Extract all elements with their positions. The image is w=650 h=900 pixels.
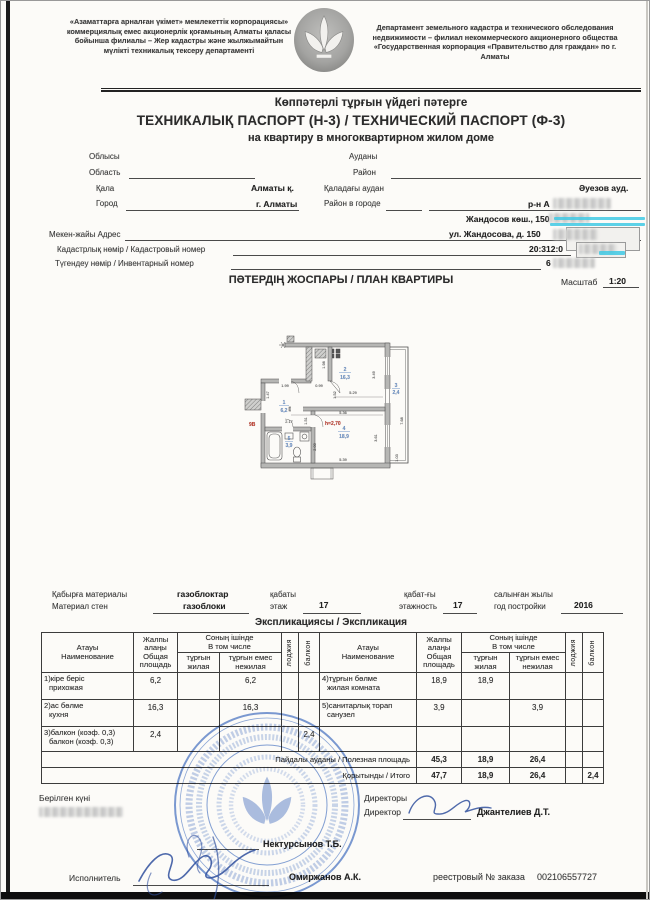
room-4-area: 18,9: [339, 434, 349, 440]
plan-room-labels: [249, 361, 404, 462]
floor-value: 17: [319, 600, 329, 610]
registry-order-number: 002106557727: [537, 872, 598, 882]
entry-door-label: 9В: [249, 422, 256, 428]
explication-title: Экспликациясы / Экспликация: [254, 617, 407, 628]
registry-order-label: реестровый № заказа: [433, 872, 525, 882]
room-2-num: 2: [343, 367, 347, 373]
city-district-line-b: [429, 210, 641, 211]
col-loggia-right: лоджия: [566, 633, 583, 673]
floors-label-kk: қабат-ғы: [404, 590, 436, 599]
scan-right-edge: [646, 1, 648, 900]
field-inventory-label: Түгендеу нөмір / Инвентарный номер: [55, 259, 194, 268]
explication-table: [41, 632, 604, 784]
room-3-area: 2,4: [392, 390, 400, 396]
table-row: 3)балкон (коэф. 0,3) балкон (коэф. 0,3) 2,4 2,4: [42, 727, 604, 752]
wall-material-value-kk: газоблоктар: [177, 589, 229, 599]
year-value: 2016: [574, 600, 593, 610]
field-region-kk: Облысы: [89, 152, 120, 161]
highlight-cyan-bottom: [550, 223, 645, 226]
dim: 3.61: [374, 434, 378, 442]
redaction-address-ru: [553, 229, 598, 240]
address-value-ru: ул. Жандосова, д. 150: [449, 229, 541, 239]
dim: 1.03: [395, 454, 399, 462]
address-value-kk: Жандосов көш., 150: [466, 214, 550, 224]
cadastral-line: [233, 255, 571, 256]
col-name-right: Атауы Наименование: [320, 633, 417, 673]
inventory-value: 6: [546, 258, 551, 268]
scan-bottom-bar: [1, 892, 650, 900]
director-sign-line: [403, 819, 471, 820]
floor-line: [303, 613, 361, 614]
floor-plan: [227, 335, 455, 487]
dim: 1.98: [322, 361, 326, 369]
redaction-inventory: [553, 258, 595, 268]
region-line: [129, 178, 255, 179]
controller-sign-line: [197, 849, 259, 850]
explication-table-wrap: [41, 632, 604, 784]
dim: 3.49: [372, 371, 376, 379]
total-row: Қорытынды / Итого 47,7 18,9 26,4 2,4: [42, 768, 604, 784]
dim: 2.00: [313, 443, 317, 451]
address-line: [125, 240, 641, 241]
room-1-area: 6,2: [280, 408, 288, 414]
dim: 0.99: [315, 384, 323, 388]
floors-line: [443, 613, 477, 614]
year-label-ru: год постройки: [494, 602, 546, 611]
col-total-right: Жалпы алаңы Общая площадь: [417, 633, 462, 673]
field-district-ru: Район: [353, 168, 376, 177]
header-org-russian: Департамент земельного кадастра и технического обследования недвижимости – филиал некоммерческого акционерного общества «Государственная корпорация «Правительство для граждан» по г. Алматы: [372, 23, 618, 61]
table-row: 2)ас бөлме кухня 16,3 16,3 5)санитарлық торап санузел 3,9 3,9: [42, 700, 604, 727]
director-label-ru: Директор: [364, 807, 402, 817]
director-name: Джантелиев Д.Т.: [477, 807, 550, 817]
field-district-kk: Ауданы: [349, 152, 378, 161]
plan-scale-value: 1:20: [609, 276, 627, 286]
dim: 1.52: [333, 391, 337, 399]
city-district-value-kk: Әуезов ауд.: [579, 183, 629, 193]
floor-label-ru: этаж: [270, 602, 288, 611]
room-2-area: 16,3: [340, 375, 350, 381]
floors-label-ru: этажность: [399, 602, 437, 611]
doc-subtitle-ru: на квартиру в многоквартирном жилом доме: [247, 132, 495, 144]
header-divider: [101, 88, 641, 92]
doc-title: ТЕХНИКАЛЫҚ ПАСПОРТ (Н-3) / ТЕХНИЧЕСКИЙ ПАСПОРТ (Ф-3): [136, 113, 566, 128]
field-city-district-kk: Қаладағы аудан: [324, 184, 384, 193]
city-district-value-ru: р-н А: [528, 199, 550, 209]
redaction-city-district: [553, 198, 611, 209]
col-total-left: Жалпы алаңы Общая площадь: [134, 633, 178, 673]
plan-scale-line: [603, 287, 639, 288]
table-row: 1)кіре беріс прихожая 6,2 6,2 4)тұрғын бөлме жилая комната 18,9 18,9: [42, 673, 604, 700]
field-city-kk: Қала: [96, 184, 115, 193]
field-city-ru: Город: [96, 199, 118, 208]
city-value-kk: Алматы қ.: [251, 183, 294, 193]
city-value-ru: г. Алматы: [256, 199, 298, 209]
tulip-emblem-icon: [291, 7, 357, 75]
floor-label-kk: қабаты: [270, 590, 297, 599]
wall-material-label-ru: Материал стен: [52, 602, 108, 611]
room-5-num: 5: [287, 436, 291, 442]
director-label-kk: Директоры: [364, 793, 408, 803]
col-balcony-left: балкон: [299, 633, 320, 673]
col-loggia-left: лоджия: [282, 633, 299, 673]
dim: 2.17: [285, 420, 293, 424]
executor-name: Омиржанов А.К.: [289, 872, 362, 882]
plan-walls: [245, 336, 408, 479]
year-line: [561, 613, 623, 614]
room-4-num: 4: [342, 426, 346, 432]
col-nonliving-right: тұрғын емес нежилая: [510, 653, 566, 673]
dim: 5.39: [339, 458, 347, 462]
dim: 1.99: [281, 384, 289, 388]
room-1-num: 1: [282, 400, 286, 406]
useful-area-row: Пайдалы ауданы / Полезная площадь 45,3 18,9 26,4: [42, 752, 604, 768]
city-line: [126, 210, 299, 211]
header-row-1: [42, 633, 604, 653]
dim: 5.29: [349, 391, 357, 395]
highlight-cyan-cadastral: [599, 251, 625, 255]
plan-title: ПӘТЕРДІҢ ЖОСПАРЫ / ПЛАН КВАРТИРЫ: [228, 274, 454, 286]
scan-spine-bar: [6, 1, 10, 894]
controller-name: Нектурсынов Т.Б.: [263, 839, 342, 849]
dim: 1.51: [304, 417, 308, 425]
wall-material-label-kk: Қабырға материалы: [52, 590, 128, 599]
highlight-cyan-top: [554, 217, 645, 220]
floors-value: 17: [453, 600, 463, 610]
issued-date-label: Берілген күні: [39, 793, 91, 803]
col-living-right: тұрғын жилая: [462, 653, 510, 673]
ceiling-height-label: h=2,70: [325, 421, 341, 427]
doc-subtitle-kk: Көппәтерлі тұрғын үйдегі пәтерге: [274, 97, 468, 109]
col-incl-right: Соның ішінде В том числе: [462, 633, 566, 653]
col-incl-left: Соның ішінде В том числе: [178, 633, 282, 653]
field-city-district-ru: Район в городе: [324, 199, 381, 208]
wall-material-value-ru: газоблоки: [183, 601, 226, 611]
col-nonliving-left: тұрғын емес нежилая: [220, 653, 282, 673]
col-name-left: Атауы Наименование: [42, 633, 134, 673]
header-org-kazakh: «Азаматтарға арналған үкімет» мемлекеттік корпорациясы» коммерциялық емес акционерлік қоғамының Алматы қаласы бойынша филиалы – Жер кадастры және жылжымайтын мүлікті техникалық тексеру департаменті: [66, 17, 292, 55]
dim: 1.47: [266, 391, 270, 399]
executor-sign-line: [133, 885, 269, 886]
plan-scale-label: Масштаб: [561, 277, 598, 287]
col-balcony-right: балкон: [583, 633, 604, 673]
executor-label: Исполнитель: [69, 873, 121, 883]
wall-material-line: [153, 613, 249, 614]
year-label-kk: салынған жылы: [494, 590, 553, 599]
cadastral-value: 20:312:0: [529, 244, 564, 254]
field-region-ru: Область: [89, 168, 121, 177]
field-cadastral-label: Кадастрлық нөмір / Кадастровый номер: [57, 245, 206, 254]
room-5-area: 3,9: [285, 443, 293, 449]
room-3-num: 3: [394, 383, 398, 389]
redaction-issued-date: [39, 807, 123, 817]
city-district-line-a: [386, 210, 422, 211]
inventory-line: [231, 269, 541, 270]
district-line: [391, 178, 641, 179]
dim: 7.68: [400, 417, 404, 425]
dim: 5.36: [339, 411, 347, 415]
field-address-label: Мекен-жайы Адрес: [49, 230, 121, 239]
col-living-left: тұрғын жилая: [178, 653, 220, 673]
